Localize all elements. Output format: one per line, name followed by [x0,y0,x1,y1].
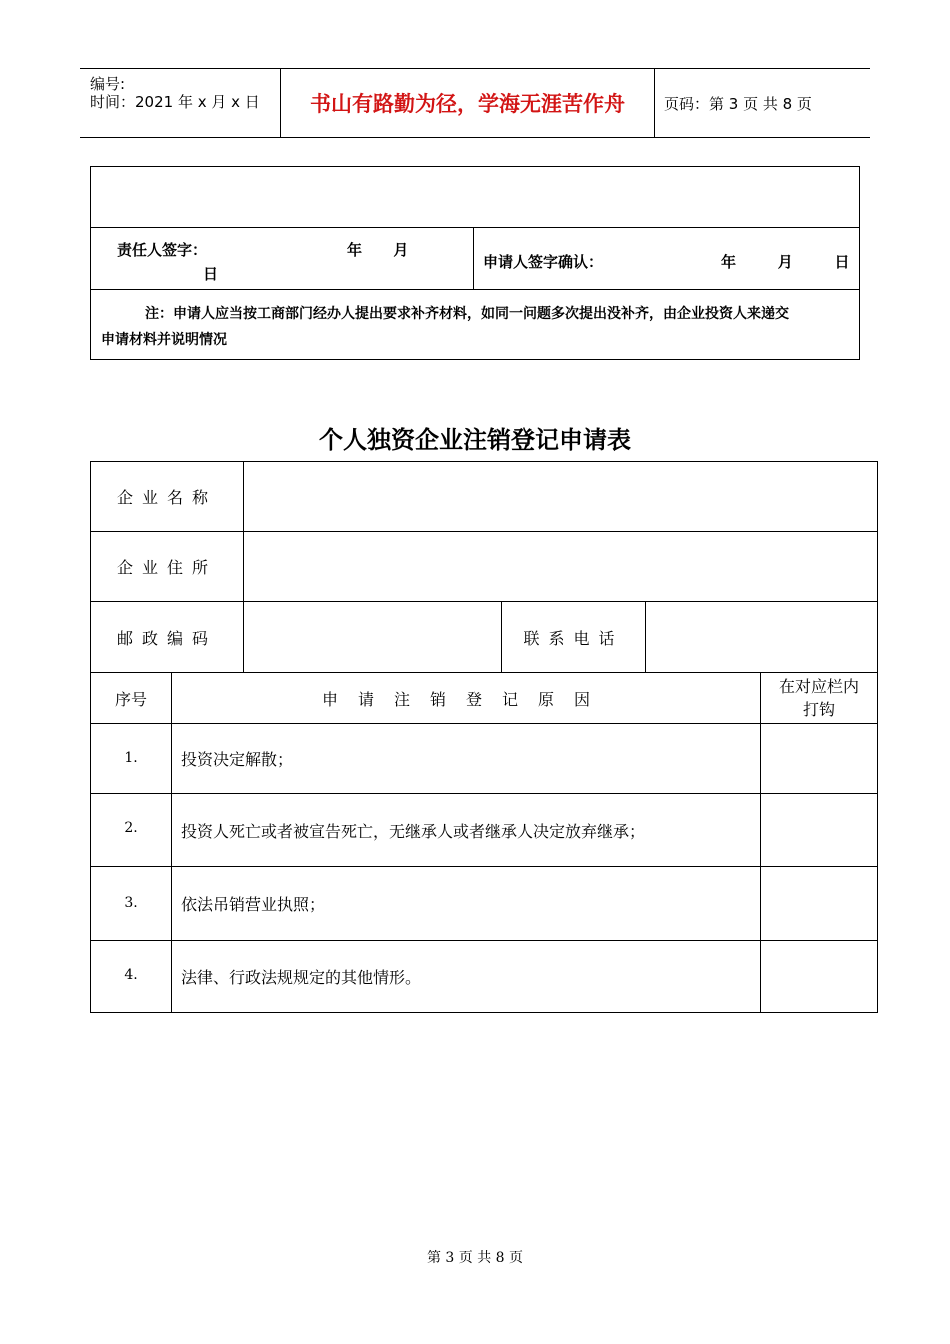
checkbox-cell-4[interactable] [761,941,877,1012]
reason-text-2: 投资人死亡或者被宣告死亡，无继承人或者继承人决定放弃继承； [181,821,646,841]
phone-label: 联系电话 [523,628,624,648]
company-name-field[interactable] [244,462,877,531]
reason-text-3: 依法吊销营业执照； [181,895,326,914]
company-address-field[interactable] [244,532,877,601]
signature-table [90,166,860,360]
row-number-4: 4. [124,967,138,983]
document-time-label: 时间：2021 年 x 月 x 日 [90,93,260,111]
column-header-number: 序号 [114,689,147,709]
deregistration-form-table [90,461,878,1013]
applicant-confirm-label: 申请人签字确认： [483,253,604,271]
column-header-check [761,673,877,723]
note-line-1: 注：申请人应当按工商部门经办人提出要求补齐材料，如同一问题多次提出没补齐，由企业投资人来递交 [145,306,789,322]
checkbox-cell-1[interactable] [761,724,877,793]
checkbox-cell-2[interactable] [761,794,877,866]
row-number-3: 3. [124,895,138,911]
document-number-label: 编号: [90,75,126,93]
column-header-check-line2: 打钩 [802,700,835,719]
responsible-signature-label: 责任人签字： [117,241,208,259]
row-number-1: 1. [124,750,138,766]
row-number-2: 2. [124,820,138,836]
company-name-label: 企业名称 [116,488,217,507]
column-header-check-line1: 在对应栏内 [778,677,859,696]
page-footer: 第 3 页 共 8 页 [426,1250,524,1266]
postal-code-field[interactable] [244,602,501,672]
responsible-date-d: 日 [203,265,219,283]
company-address-label: 企业住所 [116,558,217,577]
applicant-date: 年 月 日 [721,253,850,271]
phone-field[interactable] [646,602,877,672]
note-line-2: 申请材料并说明情况 [101,332,227,348]
header-motto: 书山有路勤为径，学海无涯苦作舟 [280,69,655,137]
responsible-date-ym: 年 月 [347,241,409,259]
reason-text-4: 法律、行政法规规定的其他情形。 [181,968,422,987]
form-title: 个人独资企业注销登记申请表 [319,425,631,454]
checkbox-cell-3[interactable] [761,867,877,940]
header-meta [80,69,280,137]
column-header-reason: 申请注销登记原因 [321,689,610,709]
page-header [80,68,870,138]
reason-text-1: 投资决定解散； [181,750,294,769]
header-page-label: 页码：第 3 页 共 8 页 [664,94,812,113]
postal-code-label: 邮政编码 [116,628,217,648]
